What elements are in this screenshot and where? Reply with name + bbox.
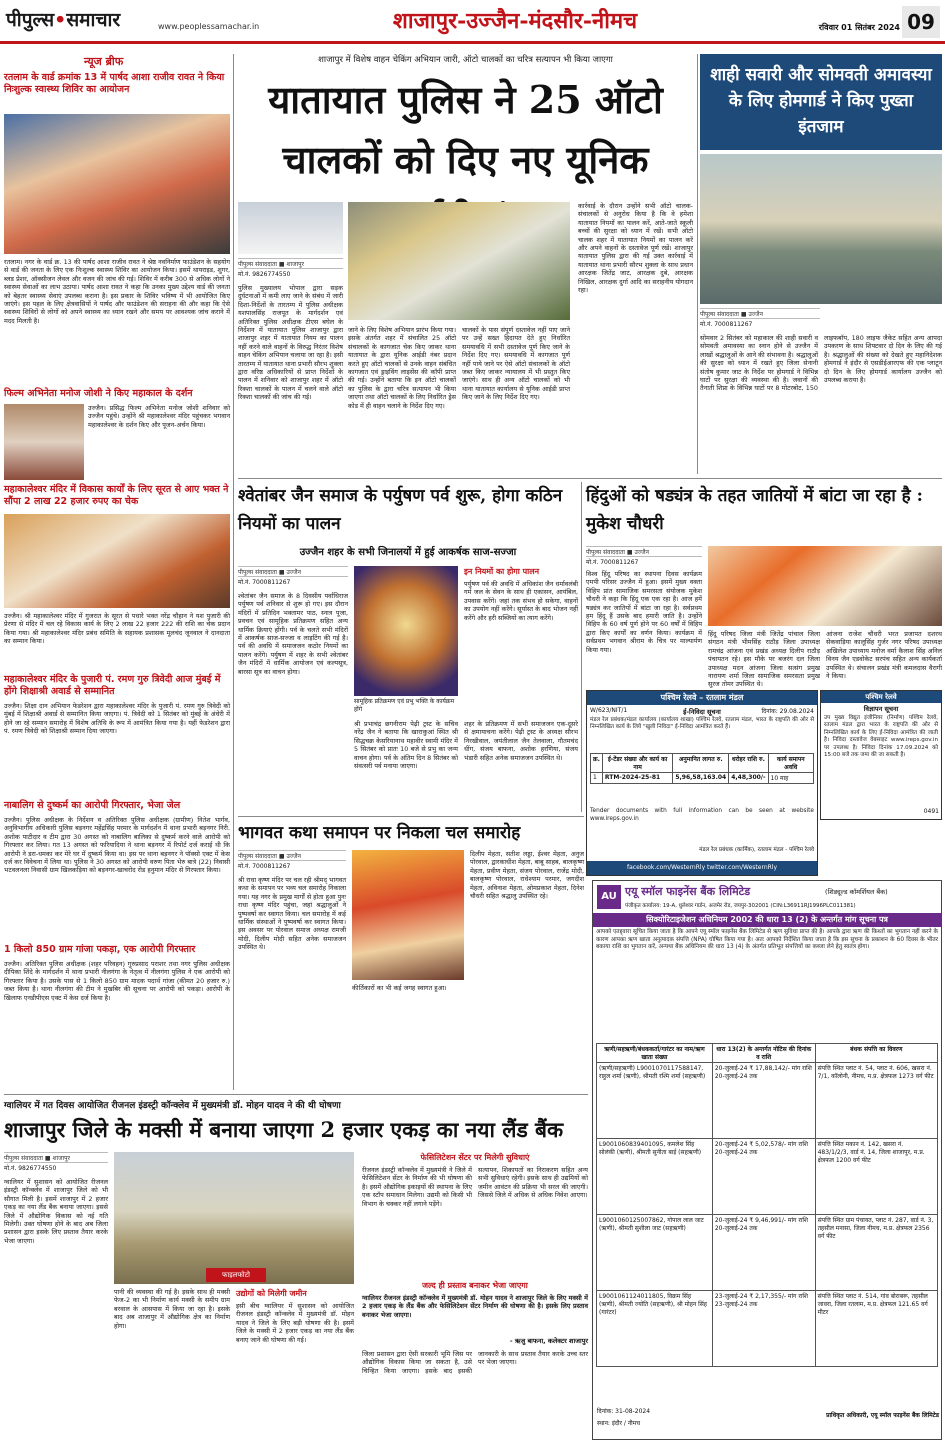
- jain-side-title: इन नियमों का होगा पालन: [464, 567, 540, 576]
- jain-mobile: मो.नं. 7000811267: [238, 579, 291, 586]
- tender-header: पश्चिम रेलवे – रतलाम मंडल: [587, 691, 817, 705]
- landbank-sub-1: उद्योगों को मिलेगी जमीन: [236, 1289, 307, 1298]
- landbank-photo-land: [114, 1152, 354, 1284]
- au-bank-address: पंजीकृत कार्यालय: 19-A, धुलेश्वर गार्डन, अजमेर रोड, जयपुर-302001 (CIN:L36911RJ1996PLC011381): [625, 903, 856, 909]
- au-notice-intro: आपको एतद्द्वारा सूचित किया जाता है कि आपने एयू स्मॉल फाइनेंस बैंक लिमिटेड से ऋण सुविधा प्राप्त की है। आपके द्वारा ऋण की किश्तों का भुगतान नहीं करने के कारण आपका ऋण खाता अनुत्पादक संपत्ति (NPA) घोषित किया गया है। अतः आपको निर्देशित किया जाता है कि इस सूचना के प्रकाशन के 60 दिवस के भीतर बकाया राशि का भुगतान करें, अन्यथा बैंक अधिनियम की धारा 13 (4) के अंतर्गत प्रतिभूत संपत्तियों का कब्जा लेने हेतु स्वतंत्र होगा।: [596, 929, 938, 951]
- tender-col-sno: क्र.: [591, 754, 603, 773]
- shahi-photo-ghat: [700, 154, 942, 304]
- shahi-body: सोमवार 2 सितंबर को महाकाल की शाही सवारी व सोमवती अमावस्या का स्नान होने से उज्जैन में लाखों श्रद्धालुओं के आने की संभावना है। श्रद्धालुओं की सुरक्षा को ध्यान में रखते हुए जिला सेनानी संतोष कुमार जाट के निर्देश पर होमगार्ड ने विभिन्न घाटों पर सुरक्षा की व्यवस्था की है। जवानों की तैनाती शिप्रा के विभिन्न घाटों पर 8 मोटरबोट, 150 लाइफबॉय, 180 लाइफ जैकेट सहित अन्य आपदा उपकरण के साथ शिफ्टवार दो दिन के लिए की गई है। श्रद्धालुओं की संख्या को देखते हुए महानिदेशक होमगार्ड ने इंदौर से एसडीईआरएफ की एक प्लाटून दो दिन के लिए होमगार्ड कार्यालय उज्जैन को उपलब्ध कराया है।: [700, 334, 942, 393]
- jain-caption: सामूहिक प्रतिक्रमण एवं प्रभु भक्ति के कार्यक्रम होंगे: [354, 698, 455, 713]
- brief-label: न्यूज ब्रीफ: [84, 55, 124, 68]
- landbank-col-6: सत्यापन, शिकायतों का निराकरण सहित अन्य सभी सुविधाएं रहेगी। इसके साथ ही उद्यमियों को जमीन आवंटन की प्रक्रिया भी सरल की जाएगी। जिससे जिले में अधिक से अधिक निवेश आएगा।: [478, 1166, 588, 1200]
- railway-notice-id: 0491: [923, 808, 939, 815]
- landbank-col-5: जिला प्रशासन द्वारा ऐसी सरकारी भूमि जिस पर औद्योगिक विकास किया जा सकता है, उसे चिन्हित किया जाएगा। इसके बाद इसकी जानकारी के साथ प्रस्ताव तैयार करके उच्च स्तर पर भेजा जाएगा।: [362, 1350, 588, 1375]
- tender-notice: [586, 690, 818, 876]
- au-cell: संपत्ति स्थित ग्राम पंचायत, प्लाट नं. 287, वार्ड नं. 3, तहसील मनासा, जिला नीमच, म.प्र. क्षेत्रफल 2356 वर्ग फीट: [815, 1215, 937, 1291]
- lead-photo-auto-check: [348, 202, 570, 320]
- lead-col-3: चालकों के पास संपूर्ण दस्तावेज नहीं पाए जाने पर उन्हें सख्त हिदायत देते हुए निर्धारित समयावधि में सभी दस्तावेज पूर्ण किए जाने के निर्देश दिए गए। समयावधि में कागजात पूर्ण नहीं पाये जाने पर ऐसे ऑटो संचालकों के ऑटो जब्त किए जाकर न्यायालय में भी प्रस्तुत किए जाएंगे। साथ ही अन्य ऑटो चालकों को भी थाना यातायात कार्यालय से यूनिक आईडी प्राप्त किए जाने के लिए निर्देश दिए गए।: [462, 326, 570, 402]
- lead-photo-traffic-police: [238, 202, 343, 254]
- jain-col-4: शहर के प्रतिक्रमण में सभी समाजजन एक-दूसरे से क्षमायाचना करेंगे। पेढ़ी ट्रस्ट के अध्यक्ष सौरभ निरखीवाल, जयंतीलाल जैन तेलवाला, गौतमचंद धींग, संजय बाफना, अशोक हरणिया, संजय भंडारी सहित अनेक समाजजन उपस्थित थे।: [464, 720, 578, 762]
- lead-mobile: मो.नं. 9826774550: [238, 271, 291, 278]
- bhagwat-byline: पीपुल्स संवाददाता ■ उज्जैन: [238, 850, 346, 861]
- au-place: स्थान: इंदौर / नीमच: [597, 1420, 641, 1427]
- au-cell: 23-जुलाई-24 ₹ 2,17,355/- मांग राशि 23-जुलाई-24 तक: [712, 1291, 815, 1367]
- column-divider: [697, 54, 698, 474]
- site-url[interactable]: www.peoplessamachar.in: [158, 22, 260, 31]
- hindu-col-3: आंजना राजेश चौधरी भरत प्रजापत दशरथ सेकवाड़िया कालूसिंह गुर्जर नगर परिषद उपाध्यक्ष अखिलेश उपाध्याय मनोज वर्मा कैलाश सिंह अनिल विनय जैन एडवोकेट सरपंच सहित अन्य कार्यकर्ता उपस्थित थे। संचालन प्रखंड मंत्री कमलदास वैरागी ने किया।: [826, 630, 942, 681]
- bhagwat-story: [238, 820, 584, 1090]
- tender-cell: 10 माह: [768, 773, 814, 784]
- jain-byline: पीपुल्स संवाददाता ■ उज्जैन: [238, 566, 348, 577]
- au-cell: 20-जुलाई-24 ₹ 9,46,991/- मांग राशि 20-जुलाई-24 तक: [712, 1215, 815, 1291]
- tender-cell: 1: [591, 773, 603, 784]
- brief-body-3: उज्जैन। श्री महाकालेश्वर मंदिर में गुजरात के सूरत से पधारे भक्त नरेंद्र चौहान ने यश पुजारी की प्रेरणा से मंदिर में चल रहे विकास कार्य के लिए 2 लाख 22 हजार 222 की राशि का चेक प्रदान किया गया। श्री महाकालेश्वर मंदिर प्रबंध समिति के सहायक प्रशासक मूलचंद जूनवाल ने दानदाता का सम्मान किया।: [4, 612, 230, 646]
- tender-col-cost: अनुमानित लागत रु.: [673, 754, 729, 773]
- lead-byline: पीपुल्स संवाददाता ■ शाजापुर: [238, 258, 343, 269]
- au-cell: 20-जुलाई-24 ₹ 5,02,578/- मांग राशि 20-जुलाई-24 तक: [712, 1139, 815, 1215]
- brief-title-2: फिल्म अभिनेता मनोज जोशी ने किए महाकाल के दर्शन: [4, 388, 193, 399]
- tender-date: दिनांक: 29.08.2024: [761, 708, 814, 715]
- section-divider: [238, 478, 942, 479]
- lead-headline: यातायात पुलिस ने 25 ऑटो चालकों को दिए नए यूनिक: [268, 77, 663, 182]
- au-bank-notice: [592, 880, 942, 1440]
- shahi-headline: शाही सवारी और सोमवती अमावस्या के लिए होमगार्ड ने किए पुख्ता इंतजाम: [700, 54, 942, 150]
- lead-col-4: कार्रवाई के दौरान उन्होंने सभी ऑटो चालक-संचालकों से अनुरोध किया है कि वे हमेशा यातायात नियमों का पालन करें, आते-जाते स्कूली बच्चों की सुरक्षा को ध्यान में रखें। सभी ऑटो चालक शहर में यातायात नियमों का पालन करें और अपने वाहनों के दस्तावेज पूर्ण रखें। शाजापुर यातायात पुलिस द्वारा की गई उक्त कार्रवाई में यातायात थाना प्रभारी सौरभ शुक्ला के साथ प्रधान आरक्षक जितेंद्र जाट, आरक्षक दुबे, आरक्षक निखिल, आरक्षक दुर्गा आदि का सराहनीय योगदान रहा।: [578, 202, 693, 295]
- landbank-col-2: पानी की व्यवस्था की गई है। इसके साथ ही मक्सी फेज-2 का भी निर्माण कार्य मक्सी के समीप ग्राम बरवाल के आसपास में किया जा रहा है। इसके बाद अब शाजापुर में औद्योगिक क्षेत्र का निर्माण होगा।: [114, 1288, 230, 1330]
- hindu-body: विश्व हिंदू परिषद का स्थापना दिवस कार्यक्रम एमपी परिसर उज्जैन में हुआ। इसमें मुख्य वक्ता विहिप प्रांत सामाजिक समरसता संयोजक मुकेश चौधरी ने कहा कि हिंदू एक एक रहा है। आज हमें षड्यंत्र कर जातियों में बांटा जा रहा है। सर्वप्रथम हम हिंदू हैं उसके बाद हमारी जाति है। उन्होंने विहिप के 60 वर्ष पूर्ण होने पर 60 वर्षों में विहिप द्वारा किए कार्यों का वर्णन किया। कार्यक्रम में सर्वप्रथम भगवान श्रीराम के चित्र पर माल्यार्पण किया गया।: [586, 570, 702, 654]
- hindu-col-2: हिंदू परिषद जिला मंत्री जितेंद्र पांचाल जिला संगठन मंत्री भीमसिंह राठौड़ जिला उपाध्यक्ष रामचंद्र आंजना एवं प्रखंड अध्यक्ष दिलीप राठौड़ पंचायतन रहे। इस मौके पर बजरंग दल जिला उपाध्यक्ष मदन आंजना जिला सत्संग प्रमुख नारायण शर्मा जिला सामाजिक समरसता प्रमुख सुरज तोमर उपस्थित थे।: [708, 630, 820, 689]
- brief-body-5: उज्जैन। पुलिस अधीक्षक के निर्देशन व अतिरिक्त पुलिस अधीक्षक (ग्रामीण) नितेश भार्गव, अनुविभागीय अधिकारी पुलिस बड़नगर महेंद्रसिंह परमार के मार्गदर्शन में थाना प्रभारी बड़नगर निरी. अशोक पाटीदार व टीम द्वारा 30 अगस्त को नाबालिग बालिका से दुष्कर्म करने वाले आरोपी को गिरफ्तार कर लिया। गत 13 अगस्त को फरियादिया ने थाना बड़नगर में रिपोर्ट दर्ज कराई थी कि आरोपी ने डरा-धमका कर मेरे घर में दुष्कर्म किया था। इस पर थाना बड़नगर ने पॉक्सो एक्ट में केस दर्ज कर विवेचना में लिया था। पुलिस ने 30 अगस्त को आरोपी वरुण पिता भेरु बात्रे (22) निवासी भटवलनला निवासी ग्राम खिलकड़िया को बड़नगर-खाचरोद रोड हनुमान मंदिर से गिरफ्तार किया।: [4, 816, 230, 875]
- landbank-quote-by: - ऋजु बाफना, कलेक्टर शाजापुर: [509, 1337, 588, 1345]
- landbank-story: [4, 1098, 588, 1442]
- bhagwat-photo-procession: [352, 850, 464, 980]
- railway-notice: [820, 690, 942, 820]
- bhagwat-mobile: मो.नं. 7000811267: [238, 863, 291, 870]
- jain-side-body: पर्युषण पर्व की अवधि में अधिकांश जैन धर्मावलंबी गर्म जल के सेवन के साथ ही एकासन, आयंबिल, उपवास करेंगे। जहां तक संभव हो सकेगा, वाहनों का उपयोग नहीं करेंगे। सूर्यास्त के बाद भोजन नहीं करेंगे और हरी सब्जियों का त्याग करेंगे।: [464, 580, 578, 622]
- brief-title-5: नाबालिग से दुष्कर्म का आरोपी गिरफ्तार, भेजा जेल: [4, 800, 181, 811]
- landbank-byline: पीपुल्स संवाददाता ■ शाजापुर: [4, 1152, 108, 1163]
- lead-col-1: पुलिस मुख्यालय भोपाल द्वारा सड़क दुर्घटनाओं में कमी लाए जाने के संबंध में जारी दिशा-निर्देशों के तारतम्य में पुलिस अधीक्षक यशपालसिंह राजपूत के मार्गदर्शन एवं अतिरिक्त पुलिस अधीक्षक टीएस बघेल के निर्देशन में यातायात पुलिस शाजापुर द्वारा शाजापुर शहर में यातायात नियम का पालन नहीं करने वाले वाहनों के विरुद्ध निरंतर विशेष वाहन चेकिंग अभियान चलाया जा रहा है। इसी तारतम्य में यातायात थाना प्रभारी सौरभ शुक्ला द्वारा वरिष्ठ अधिकारियों से प्राप्त निर्देशों के पालन में शनिवार को शाजापुर शहर में ऑटो रिक्शा चालकों के पालन में चलने वाले ऑटो रिक्शा चालकों की जांच की गई।: [238, 284, 343, 402]
- landbank-col-3: इसी बीच ग्वालियर में सुशासन को आयोजित रीजनल इंडस्ट्री कॉन्क्लेव में मुख्यमंत्री डॉ. मोहन यादव ने जिले के लिए बड़ी घोषणा की है। इसमें जिले के मक्सी में 2 हजार एकड़ का नया लैंड बैंक बनाए जाने की घोषणा की गई।: [236, 1302, 354, 1344]
- section-divider: [238, 816, 584, 817]
- jain-body: श्वेतांबर जैन समाज के 8 दिवसीय पर्वाधिराज पर्युषण पर्व शनिवार से शुरू हो गए। इस दौरान मंदिरों में प्रतिदिन भक्तामर पाठ, स्नात्र पूजा, प्रवचन एवं सामूहिक प्रतिक्रमण सहित अन्य धार्मिक क्रियाएं होंगी। पर्व के चलते सभी मंदिरों में आकर्षक साज-सज्जा व लाइटिंग की गई है। पर्व की अवधि में समाजजन कठोर नियमों का पालन करेंगे। पर्युषण में शहर के सभी श्वेतांबर जैन मंदिरों में धार्मिक आयोजन एवं कल्पसूत्र, बारसा सूत्र का वाचन होगा।: [238, 592, 348, 676]
- brand-part-b: समाचार: [66, 9, 121, 31]
- jain-col-3: श्री प्रभाचंद्र छगनीराम पेढ़ी ट्रस्ट के सचिव नरेंद्र जैन ने बताया कि खाराकुआं स्थित श्री सिद्धचक्र केसरियानाथ महावीर स्वामी मंदिर में 5 सितंबर को प्रातः 10 बजे से प्रभु का जन्म वाचन होगा। पर्व के अंतिम दिन 8 सितंबर को संवत्सरी पर्व मनाया जाएगा।: [354, 720, 458, 771]
- hindu-story: [586, 482, 942, 688]
- hindu-byline: पीपुल्स संवाददाता ■ उज्जैन: [586, 546, 702, 557]
- table-row: [597, 1215, 938, 1291]
- brief-photo-manoj-joshi: [4, 404, 84, 480]
- brief-body-2: उज्जैन। प्रसिद्ध फिल्म अभिनेता मनोज जोशी शनिवार को उज्जैन पहुंचे। उन्होंने श्री महाकालेश्वर मंदिर पहुंचकर भगवान महाकालेश्वर के दर्शन किए और पूजन-अर्चन किया।: [88, 404, 230, 429]
- brief-title-1: रतलाम के वार्ड क्रमांक 13 में पार्षद आशा राजीव रावत ने किया निःशुल्क स्वास्थ्य शिविर का आयोजन: [4, 72, 225, 95]
- landbank-mobile: मो.नं. 9826774550: [4, 1165, 57, 1172]
- au-col-notice: धारा 13(2) के अन्तर्गत नोटिस की दिनांक व राशि: [712, 1044, 815, 1063]
- bhagwat-body: श्री राधा कृष्ण मंदिर पर चल रही श्रीमद् भागवत कथा के समापन पर भव्य चल समारोह निकाला गया। यह नगर के प्रमुख मार्गों से होता हुआ पुनः राधा कृष्ण मंदिर पहुंचा, जहां श्रद्धालुओं ने पुष्पवर्षा कर स्वागत किया। चल समारोह में कई धार्मिक संस्थाओं ने पुष्पवर्षा कर स्वागत किया। इस अवसर पर पोरवाल समाज अध्यक्ष रामजी मोदी, दिलीप मोदी सहित अनेक समाजजन उपस्थित थे।: [238, 876, 346, 952]
- hindu-photo-event: [708, 546, 942, 626]
- tender-col-period: कार्य समापन अवधि: [768, 754, 814, 773]
- tender-subheader: ई-निविदा सूचना: [683, 708, 721, 716]
- column-divider: [233, 54, 234, 1090]
- au-bank-logo-icon: AU: [597, 885, 621, 909]
- au-bank-tag: (शिड्यूल्ड कॉमर्शियल बैंक): [825, 888, 888, 896]
- tender-table: [590, 753, 814, 784]
- jain-story: [238, 482, 578, 812]
- tender-intro: मंडल रेल प्रबंधक/मंडल कार्यालय (कार्यालय शाखा) पश्चिम रेलवे, रतलाम मंडल, भारत के राष्ट्रपति की ओर से निम्नलिखित कार्य के लिये "खुली निविदा" ई-निविदा आमंत्रित करते हैं।: [590, 717, 814, 731]
- bhagwat-col-3: दिलीप मेहता, सतीश लड्डा, ईश्वर मेहता, अनुज पोरवाल, द्वारकाधीश मेहता, बाबू साहब, बालकृष्ण मेहता, प्रवीण मेहता, संजय पोरवाल, राजेंद्र मोदी, बालकृष्ण पोरवाल, राधेश्याम परमार, जगदीश मेहता, अविनाश मेहता, ओमप्रकाश मेहता, दिनेश चौधरी सहित श्रद्धालु उपस्थित रहे।: [470, 850, 584, 901]
- brand-part-a: पीपुल्स: [6, 9, 55, 31]
- brief-photo-cheque: [4, 514, 230, 608]
- shahi-mobile: मो.नं. 7000811267: [700, 321, 753, 328]
- column-divider: [581, 482, 582, 812]
- brief-title-6: 1 किलो 850 ग्राम गांजा पकड़ा, एक आरोपी गिरफ्तार: [4, 944, 196, 955]
- masthead: [0, 0, 945, 44]
- brief-body-4: उज्जैन। शिक्षा दान अभियान फेडरेशन द्वारा महाकालेश्वर मंदिर के पुजारी पं. रमण गुरु त्रिवेदी को मुंबई में शिक्षाश्री अवार्ड से सम्मानित किया जाएगा। पं. त्रिवेदी को 1 सितंबर को मुंबई के अंधेरी में होने जा रहे सम्मान समारोह में विशेष अतिथि के रूप में आमंत्रित किया गया है। यहीं फेडरेशन द्वारा पं. रमण त्रिवेदी को शिक्षाश्री सम्मान दिया जाएगा।: [4, 702, 230, 736]
- table-row: [597, 1139, 938, 1215]
- table-row: [597, 1291, 938, 1367]
- tender-cell: RTM-2024-25-81: [602, 773, 672, 784]
- tender-ref: W/623/NIT/1: [590, 707, 628, 714]
- hindu-headline: हिंदुओं को षड्यंत्र के तहत जातियों में बांटा जा रहा है : मुकेश चौधरी: [586, 486, 923, 534]
- au-bank-name: एयू स्मॉल फाइनेंस बैंक लिमिटेड: [625, 885, 751, 898]
- landbank-headline: शाजापुर जिले के मक्सी में बनाया जाएगा 2 हजार एकड़ का नया लैंड बैंक: [4, 1117, 564, 1142]
- brief-title-3: महाकालेश्वर मंदिर में विकास कार्यों के लिए सूरत से आए भक्त ने सौंपा 2 लाख 22 हजार रुपए का चेक: [4, 484, 229, 507]
- bhagwat-headline: भागवत कथा समापन पर निकला चल समारोह: [238, 823, 521, 843]
- landbank-sub-2: फेसिलिटेशन सेंटर पर मिलेगी सुविधाएं: [420, 1153, 530, 1162]
- hindu-mobile: मो.नं. 7000811267: [586, 559, 639, 566]
- au-cell: संपत्ति स्थित प्लाट नं. 54, प्लाट नं. 606, खसरा नं. 7/1, कॉलोनी, नीमच, म.प्र. क्षेत्रफल 1273 वर्ग फीट: [815, 1063, 937, 1139]
- lead-col-2: जाने के लिए विशेष अभियान प्रारंभ किया गया। इसके अंतर्गत शहर में संचालित 25 ऑटो संचालकों के कागजात चेक किए जाकर थाना यातायात के द्वारा यूनिक आईडी नंबर प्रदान करते हुए ऑटो चालकों से उनके वाहन संबंधित कागजात एवं ड्राइविंग लाइसेंस की कॉपी प्राप्त की गई। उन्होंने बताया कि इन ऑटो चालकों का पुलिस के द्वारा चरित्र सत्यापन भी किया जाएगा तथा ऑटो चालकों के लिए निर्धारित ड्रेस कोड में ही वाहन चलाने के निर्देश दिए गए।: [348, 326, 456, 410]
- au-col-borrower: ऋणी/सहऋणी/बंधककर्ता/गारंटर का नाम/ऋण खाता संख्या: [597, 1044, 713, 1063]
- brief-body-1: रतलाम। नगर के वार्ड क्र. 13 की पार्षद आशा राजीव रावत ने श्रेष्ठ नवनिर्माण फाउंडेशन के सहयोग से वार्ड की जनता के लिए एक निःशुल्क स्वास्थ्य शिविर का आयोजन किया। इसमें थायराइड, शुगर, ब्लड प्रेशर, ऑक्सीजन लेवल और वजन की जांच की गई। शिविर में करीब 300 से अधिक लोगों ने स्वास्थ्य सेवाओं का लाभ उठाया। पार्षद आशा रावत ने कहा कि उनका मुख्य उद्देश्य वार्ड की जनता को बेहतर स्वास्थ्य सेवाएं उपलब्ध कराना है। इस प्रकार के शिविर भविष्य में भी आयोजित किए जाएंगे। इस पहल के लिए क्षेत्रवासियों ने पार्षद और फाउंडेशन की सराहना की और कहा कि ऐसे स्वास्थ्य शिविरों से लोगों को अपने स्वास्थ्य का ध्यान रखने और समय पर आवश्यक जांच कराने में मदद मिलती है।: [4, 258, 230, 325]
- landbank-quote: ग्वालियर रीजनल इंडस्ट्री कॉन्क्लेव में मुख्यमंत्री डॉ. मोहन यादव ने शाजापुर जिले के लिए मक्सी में 2 हजार एकड़ के लैंड बैंक और फेसिलिटेशन सेंटर निर्माण की घोषणा की है। इसके लिए प्रस्ताव बनाकर भेजा जाएगा।: [362, 1294, 588, 1319]
- brief-body-6: उज्जैन। अतिरिक्त पुलिस अधीक्षक (शहर परिवहन) गुरुप्रसाद पराशर तथा नगर पुलिस अधीक्षक दीपिका शिंदे के मार्गदर्शन में थाना प्रभारी नीलगंगा के नेतृत्व में नीलगंगा पुलिस ने एक आरोपी को गिरफ्तार किया है। उसके पास से 1 किलो 850 ग्राम मादक पदार्थ गांजा (कीमत 20 हजार रु.) जब्त किया है। थाना नीलगंगा की टीम ने मुखबिर की सूचना पर आरोपी को पकड़ा। आरोपी के खिलाफ एनडीपीएस एक्ट में केस दर्ज किया है।: [4, 960, 230, 1002]
- landbank-col-4: रीजनल इंडस्ट्री कॉन्क्लेव में मुख्यमंत्री ने जिले में फेसिलिटेशन सेंटर के निर्माण की भी घोषणा की है। इसमें औद्योगिक इकाइयों की स्थापना के लिए एक स्टॉप समाधान मिलेगा। उद्यमी को किसी भी विभाग के चक्कर नहीं लगाने पड़ेंगे।: [362, 1166, 472, 1208]
- lead-story: [238, 54, 693, 474]
- jain-headline: श्वेतांबर जैन समाज के पर्युषण पर्व शुरू, होगा कठिन नियमों का पालन: [238, 486, 563, 534]
- bhagwat-caption: कीर्तिकारों का भी कई जगह स्वागत हुआ।: [352, 984, 447, 992]
- section-divider: [4, 1094, 588, 1095]
- landbank-photo-label: फाइलफोटो: [206, 1268, 266, 1282]
- au-cell: (ऋणी/सहऋणी) L9001070117588147, राहुल शर्मा (ऋणी), श्रीमती रश्मि शर्मा (सहऋणी): [597, 1063, 713, 1139]
- au-cell: 20-जुलाई-24 ₹ 17,88,142/- मांग राशि 20-जुलाई-24 तक: [712, 1063, 815, 1139]
- brief-title-4: महाकालेश्वर मंदिर के पुजारी पं. रमण गुरु त्रिवेदी आज मुंबई में होंगे शिक्षाश्री अवार्ड से सम्मानित: [4, 674, 221, 697]
- lead-kicker: शाजापुर में विशेष वाहन चेकिंग अभियान जारी, ऑटो चालकों का चरित्र सत्यापन भी किया जाएगा: [318, 55, 613, 65]
- issue-date: रविवार 01 सितंबर 2024: [818, 23, 900, 32]
- au-col-property: बंधक संपत्ति का विवरण: [815, 1044, 937, 1063]
- news-brief: [4, 54, 230, 1090]
- railway-notice-header: पश्चिम रेलवे: [821, 691, 941, 703]
- shahi-story: [700, 54, 942, 474]
- tender-footer: Tender documents with full information can be seen at website www.ireps.gov.in: [590, 808, 814, 823]
- tender-cell: 5,96,58,163.04: [673, 773, 729, 784]
- shahi-byline: पीपुल्स संवाददाता ■ उज्जैन: [700, 308, 820, 319]
- jain-photo-idol: [354, 566, 458, 696]
- edition-title: शाजापुर-उज्जैन-मंदसौर-नीमच: [392, 8, 638, 34]
- au-table: [596, 1043, 938, 1367]
- tender-cell: 4,48,300/-: [729, 773, 768, 784]
- tender-social[interactable]: facebook.com/WesternRly twitter.com/WesternRly: [587, 861, 817, 875]
- tender-col-name: ई-टेंडर संख्या और कार्य का नाम: [602, 754, 672, 773]
- landbank-kicker: ग्वालियर में गत दिवस आयोजित रीजनल इंडस्ट्री कॉन्क्लेव में मुख्यमंत्री डॉ. मोहन यादव ने की थी घोषणा: [4, 1101, 341, 1111]
- landbank-sub-3: जल्द ही प्रस्ताव बनाकर भेजा जाएगा: [422, 1281, 528, 1290]
- landbank-col-1: ग्वालियर में सुशासन को आयोजित रीजनल इंडस्ट्री कॉन्क्लेव में शाजापुर जिले को भी सौगात मिली है। इसमें शाजापुर में 2 हजार एकड़ का नया लैंड बैंक बनाया जाएगा। इससे जिले में औद्योगिक विकास को नई गति मिलेगी। उक्त घोषणा होने के बाद अब जिला प्रशासन द्वारा इसके लिए प्रस्ताव तैयार करके भेजा जाएगा।: [4, 1178, 108, 1245]
- au-cell: संपत्ति स्थित मकान नं. 142, खसरा नं. 483/1/2/3, वार्ड नं. 14, जिला शाजापुर, म.प्र. क्षेत्रफल 1200 वर्ग फीट: [815, 1139, 937, 1215]
- au-cell: संपत्ति स्थित प्लाट नं. 514, गांव बोराबरू, तहसील जावरा, जिला रतलाम, म.प्र. क्षेत्रफल 121.65 वर्ग मीटर: [815, 1291, 937, 1367]
- railway-notice-body: उप मुख्य विद्युत इंजीनियर (निर्माण) पश्चिम रेलवे, रतलाम मंडल द्वारा भारत के राष्ट्रपति की ओर से निम्नलिखित कार्य के लिए ई-निविदा आमंत्रित की जाती है। निविदा दस्तावेज वेबसाइट www.ireps.gov.in पर उपलब्ध है। निविदा दिनांक 17.09.2024 को 15:00 बजे तक जमा की जा सकती है।: [824, 715, 938, 759]
- table-row: [591, 773, 814, 784]
- jain-subhead: उज्जैन शहर के सभी जिनालयों में हुई आकर्षक साज-सज्जा: [299, 547, 517, 558]
- table-row: [597, 1063, 938, 1139]
- au-date: दिनांक: 31-08-2024: [597, 1408, 651, 1415]
- page-number: 09: [902, 6, 940, 38]
- tender-col-emd: धरोहर राशि रु.: [729, 754, 768, 773]
- au-notice-title: सिक्योरिटाइजेशन अधिनियम 2002 की धारा 13 (2) के अन्तर्गत मांग सूचना पत्र: [593, 913, 941, 927]
- au-cell: L9001061124011805, विक्रम सिंह (ऋणी), श्रीमती ज्योति (सहऋणी), श्री मोहन सिंह (गारंटर): [597, 1291, 713, 1367]
- au-sign: प्राधिकृत अधिकारी, एयू स्मॉल फाइनेंस बैंक लिमिटेड: [826, 1412, 939, 1419]
- brief-photo-health-camp: [4, 114, 230, 254]
- railway-notice-title: विज्ञापन सूचना: [863, 705, 899, 713]
- brand-logo: पीपुल्स•समाचार: [6, 9, 121, 31]
- au-cell: L9001060839401095, कमलेश सिंह सोलंकी (ऋणी), श्रीमती सुनीता बाई (सहऋणी): [597, 1139, 713, 1215]
- au-cell: L9001060125007862, गोपाल लाल जाट (ऋणी), श्रीमती सुशीला जाट (सहऋणी): [597, 1215, 713, 1291]
- tender-sign: मंडल रेल प्रबंधक (कार्मिक), रतलाम मंडल - पश्चिम रेलवे: [699, 847, 814, 853]
